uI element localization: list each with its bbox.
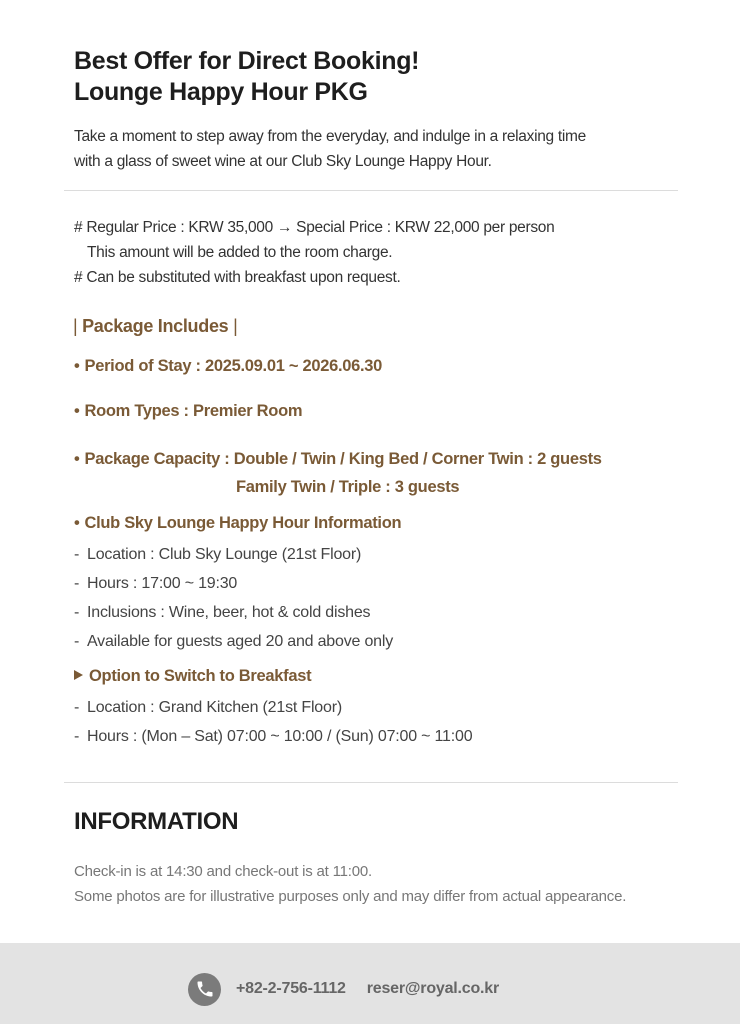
list-item: - Inclusions : Wine, beer, hot & cold dishes	[74, 604, 371, 621]
happy-hour-title: • Club Sky Lounge Happy Hour Information	[74, 514, 402, 532]
information-line-1: Check-in is at 14:30 and check-out is at 11:00.	[74, 863, 372, 880]
package-heading: | Package Includes |	[73, 316, 238, 336]
title-line-1: Best Offer for Direct Booking!	[74, 47, 420, 75]
list-item: - Hours : 17:00 ~ 19:30	[74, 575, 238, 592]
room-types-label: Room Types : Premier Room	[84, 402, 303, 420]
pricing-line-1: # Regular Price : KRW 35,000 → Special Price : KRW 22,000 per person	[74, 219, 555, 236]
footer-email[interactable]: reser@royal.co.kr	[366, 980, 500, 997]
breakfast-option-label: Option to Switch to Breakfast	[89, 667, 312, 685]
phone-icon[interactable]	[188, 973, 221, 1006]
happy-hour-title-label: Club Sky Lounge Happy Hour Information	[84, 514, 402, 532]
pricing-block	[74, 215, 674, 290]
period-of-stay-label: Period of Stay : 2025.09.01 ~ 2026.06.30	[84, 357, 383, 375]
list-item: - Location : Club Sky Lounge (21st Floor)	[74, 546, 362, 563]
information-text	[74, 859, 694, 909]
happy-hour-list	[74, 540, 393, 656]
list-item: - Hours : (Mon – Sat) 07:00 ~ 10:00 / (Sun) 07:00 ~ 11:00	[74, 728, 473, 745]
package-capacity-label: Package Capacity : Double / Twin / King Bed / Corner Twin : 2 guests	[84, 450, 602, 468]
period-of-stay: • Period of Stay : 2025.09.01 ~ 2026.06.30	[74, 357, 383, 375]
triangle-right-icon	[74, 670, 83, 680]
package-capacity: • Package Capacity : Double / Twin / King Bed / Corner Twin : 2 guests	[74, 450, 602, 468]
divider-bottom	[64, 782, 678, 783]
package-heading-label: Package Includes	[82, 316, 229, 336]
divider-top	[64, 190, 678, 191]
footer-phone[interactable]: +82-2-756-1112	[236, 980, 346, 997]
intro-text	[74, 124, 674, 174]
package-capacity-family: Family Twin / Triple : 3 guests	[236, 478, 460, 496]
information-line-2: Some photos are for illustrative purposes only and may differ from actual appearance.	[74, 888, 627, 905]
list-item: - Available for guests aged 20 and above only	[74, 633, 394, 650]
intro-line-2: with a glass of sweet wine at our Club Sky Lounge Happy Hour.	[74, 153, 492, 170]
footer	[0, 943, 740, 1024]
breakfast-list	[74, 693, 472, 751]
breakfast-option-title	[74, 667, 311, 686]
title-line-2: Lounge Happy Hour PKG	[74, 78, 368, 106]
room-types: • Room Types : Premier Room	[74, 402, 303, 420]
list-item: - Location : Grand Kitchen (21st Floor)	[74, 699, 342, 716]
pricing-line-2: This amount will be added to the room charge.	[87, 244, 393, 261]
information-title: INFORMATION	[74, 808, 239, 835]
page-title	[74, 46, 419, 108]
intro-line-1: Take a moment to step away from the everyday, and indulge in a relaxing time	[74, 128, 586, 145]
pricing-line-3: # Can be substituted with breakfast upon request.	[74, 269, 401, 286]
